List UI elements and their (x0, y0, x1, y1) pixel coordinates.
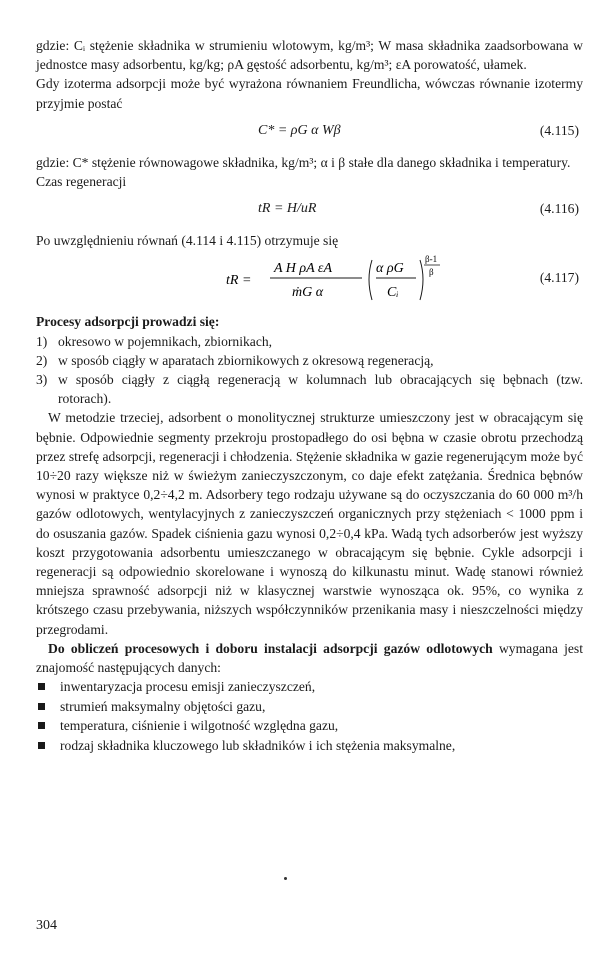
list-item (36, 716, 583, 735)
equation-numerator: A H ρA εA (274, 261, 332, 277)
equation-number: (4.115) (539, 122, 579, 138)
list-item (36, 351, 583, 370)
paragraph-bold-lead: Do obliczeń procesowych i doboru instalacji adsorpcji gazów odlotowych (48, 640, 493, 656)
list-item-text: w sposób ciągły z ciągłą regeneracją w kolumnach lub obracających się bębnach (tzw. rotorach). (58, 372, 583, 407)
equation-4-115 (36, 113, 583, 153)
list-item (36, 370, 583, 408)
equation-4-117 (36, 250, 583, 312)
list-item-number: 2) (36, 352, 48, 368)
bullet-list-required-data (36, 677, 583, 755)
list-item-text: w sposób ciągły w aparatach zbiornikowych z okresową regeneracją, (58, 352, 434, 368)
paragraph-regeneration-time: Czas regeneracji (36, 174, 127, 190)
equation-number: (4.117) (539, 270, 579, 286)
list-item (36, 332, 583, 351)
list-item-text: strumień maksymalny objętości gazu, (60, 698, 266, 714)
section-heading-processes: Procesy adsorpcji prowadzi się: (36, 314, 220, 330)
paragraph-rest: wymagana jest znajomość następujących danych: (36, 640, 583, 676)
list-item-number: 1) (36, 333, 48, 349)
paragraph-calculation-data (36, 639, 583, 677)
stray-dot (284, 877, 287, 880)
equation-formula: tR = H/uR (258, 201, 317, 217)
left-paren (369, 260, 372, 300)
list-item (36, 736, 583, 755)
paragraph-freundlich: Gdy izoterma adsorpcji może być wyrażona równaniem Freundlicha, wówczas równanie izotermy przyjmie postać (36, 76, 583, 111)
bracket-numerator: α ρG (376, 261, 404, 277)
equation-lhs: tR = (226, 273, 252, 289)
bullet-square-icon (38, 683, 45, 690)
list-item-text: inwentaryzacja procesu emisji zanieczyszczeń, (60, 679, 316, 695)
bullet-square-icon (38, 722, 45, 729)
bullet-square-icon (38, 742, 45, 749)
exponent-denominator: β (429, 267, 434, 278)
right-paren (420, 260, 423, 300)
list-item-number: 3) (36, 372, 48, 388)
paragraph-definitions-1: gdzie: Cᵢ stężenie składnika w strumieniu wlotowym, kg/m³; W masa składnika zaadsorbowana w jednostce masy adsorbentu, kg/kg; ρA gęstość adsorbentu, kg/m³; εA porowatość, ułamek. (36, 38, 583, 73)
equation-4-116 (36, 191, 583, 231)
paragraph-considering-equations: Po uwzględnieniu równań (4.114 i 4.115) otrzymuje się (36, 233, 339, 249)
list-item-text: rodzaj składnika kluczowego lub składników i ich stężenia maksymalne, (60, 737, 456, 753)
equation-formula: C* = ρG α Wβ (258, 122, 341, 138)
list-item (36, 677, 583, 696)
page-content (36, 36, 583, 755)
paragraph-definitions-2: gdzie: C* stężenie równowagowe składnika, kg/m³; α i β stałe dla danego składnika i temperatury. (36, 154, 571, 170)
list-item (36, 697, 583, 716)
page-number: 304 (36, 918, 57, 933)
equation-number: (4.116) (539, 201, 579, 217)
equation-fraction-graphic (226, 250, 446, 312)
bullet-square-icon (38, 703, 45, 710)
bracket-denominator: Cᵢ (387, 285, 399, 301)
paragraph-third-method: W metodzie trzeciej, adsorbent o monolitycznej strukturze umieszczony jest w obracającym się bębnie. Odpowiednie segmenty przekroju prostopadłego do osi bębna w czasie obrotu przechodzą przez strefę adsorpcji, regeneracji i chłodzenia. Stężenie składnika w gazie regenerującym może być 10÷20 razy większe niż w świeżym zanieczyszczonym, co daje efekt zatężania. Średnica bębnów wynosi w praktyce 0,2÷4,2 m. Adsorbery tego rodzaju używane są do oczyszczania do 60 000 m³/h gazów odlotowych, wentylacyjnych z zanieczyszczeń organicznych przy stężeniach < 1000 ppm i do osuszania gazów. Spadek ciśnienia gazu wynosi 0,2÷0,4 kPa. Wadą tych adsorberów jest wyższy koszt przygotowania adsorbentu umieszczanego w obracającym się bębnie. Cykle adsorpcji i regeneracji są odpowiednio skorelowane i wynoszą do kilkunastu minut. Wadę stanowi również mniejsza sprawność adsorpcji niż w klasycznej warstwie wynosząca ok. 95%, co wynika z krótszego czasu przebywania, niższych współczynników przenikania masy i nieszczelności między przegrodami. (36, 410, 583, 637)
list-item-text: temperatura, ciśnienie i wilgotność względna gazu, (60, 718, 339, 734)
list-item-text: okresowo w pojemnikach, zbiornikach, (58, 333, 273, 349)
equation-denominator: ṁG α (292, 285, 324, 301)
exponent-numerator: β-1 (425, 254, 438, 265)
numbered-list-methods (36, 332, 583, 409)
